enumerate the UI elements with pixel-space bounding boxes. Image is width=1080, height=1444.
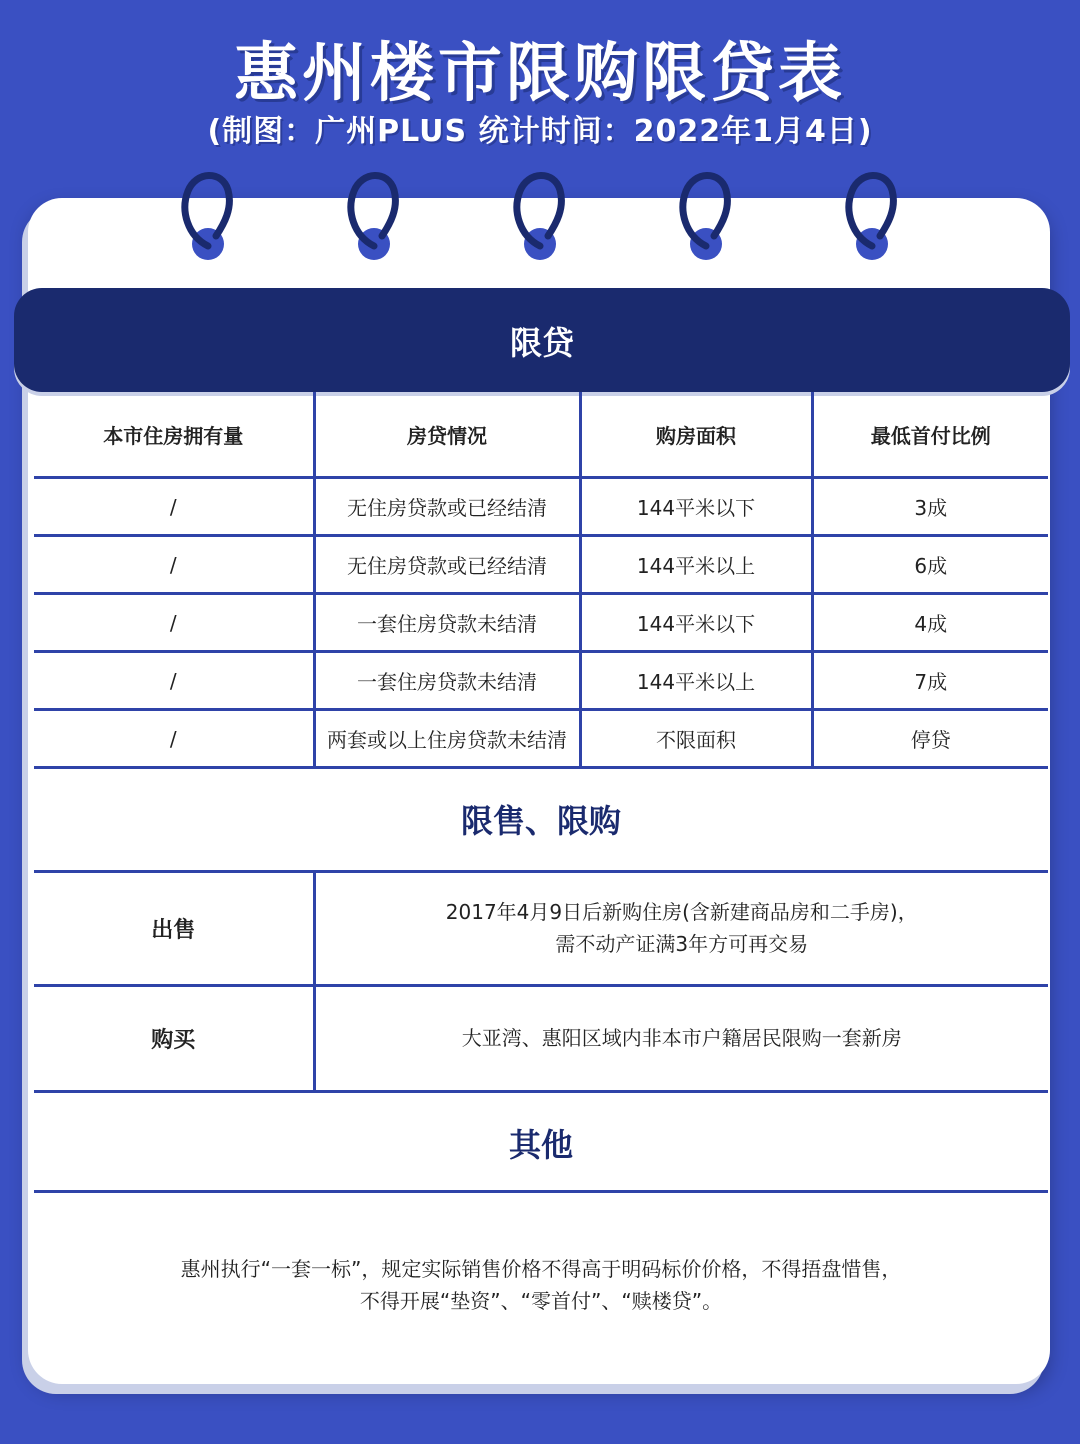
column-header: 房贷情况 <box>314 392 580 478</box>
row-label: 出售 <box>34 873 314 985</box>
column-header: 购房面积 <box>580 392 812 478</box>
binder-ring-icon <box>842 166 898 266</box>
table-row <box>34 594 1048 652</box>
table-row <box>34 710 1048 768</box>
text-line: 大亚湾、惠阳区域内非本市户籍居民限购一套新房 <box>461 1026 902 1050</box>
table-cell: 两套或以上住房贷款未结清 <box>314 710 580 768</box>
table-cell: 一套住房贷款未结清 <box>314 594 580 652</box>
table-row <box>34 985 1048 1091</box>
table-cell: / <box>34 478 314 536</box>
table-cell: 144平米以上 <box>580 652 812 710</box>
table-cell: 停贷 <box>812 710 1048 768</box>
loan-section-header <box>14 288 1070 392</box>
binder-ring-icon <box>510 166 566 266</box>
table-row <box>34 873 1048 985</box>
column-header: 最低首付比例 <box>812 392 1048 478</box>
binder-ring-icon <box>178 166 234 266</box>
table-cell <box>314 873 1048 985</box>
column-header: 本市住房拥有量 <box>34 392 314 478</box>
table-cell: 6成 <box>812 536 1048 594</box>
table-cell: 144平米以上 <box>580 536 812 594</box>
table-cell: 144平米以下 <box>580 594 812 652</box>
sale-table <box>34 873 1048 1093</box>
row-label: 购买 <box>34 985 314 1091</box>
table-cell: 7成 <box>812 652 1048 710</box>
table-header-row <box>34 392 1048 478</box>
other-section-title: 其他 <box>34 1093 1048 1193</box>
policy-table-area <box>34 392 1048 1317</box>
sale-section-title: 限售、限购 <box>34 769 1048 873</box>
other-section-text <box>34 1193 1048 1317</box>
table-cell: 一套住房贷款未结清 <box>314 652 580 710</box>
table-cell: 无住房贷款或已经结清 <box>314 536 580 594</box>
loan-section-title: 限贷 <box>509 324 574 362</box>
loan-table <box>34 392 1048 769</box>
text-line: 需不动产证满3年方可再交易 <box>555 932 809 957</box>
table-row <box>34 478 1048 536</box>
table-cell: 4成 <box>812 594 1048 652</box>
binder-ring-icon <box>344 166 400 266</box>
text-line: 惠州执行“一套一标”，规定实际销售价格不得高于明码标价价格，不得捂盘惜售， <box>180 1256 902 1281</box>
binder-ring-icon <box>676 166 732 266</box>
page-subtitle: (制图：广州PLUS 统计时间：2022年1月4日) <box>207 114 873 149</box>
text-line: 2017年4月9日后新购住房(含新建商品房和二手房)， <box>445 900 918 925</box>
table-cell: / <box>34 594 314 652</box>
text-line: 不得开展“垫资”、“零首付”、“赎楼贷”。 <box>359 1288 723 1313</box>
table-cell: 144平米以下 <box>580 478 812 536</box>
table-cell <box>314 985 1048 1091</box>
table-cell: / <box>34 710 314 768</box>
table-cell: / <box>34 536 314 594</box>
table-cell: / <box>34 652 314 710</box>
table-cell: 3成 <box>812 478 1048 536</box>
page-title: 惠州楼市限购限贷表 <box>234 37 846 111</box>
table-row <box>34 536 1048 594</box>
table-cell: 不限面积 <box>580 710 812 768</box>
table-row <box>34 652 1048 710</box>
table-cell: 无住房贷款或已经结清 <box>314 478 580 536</box>
